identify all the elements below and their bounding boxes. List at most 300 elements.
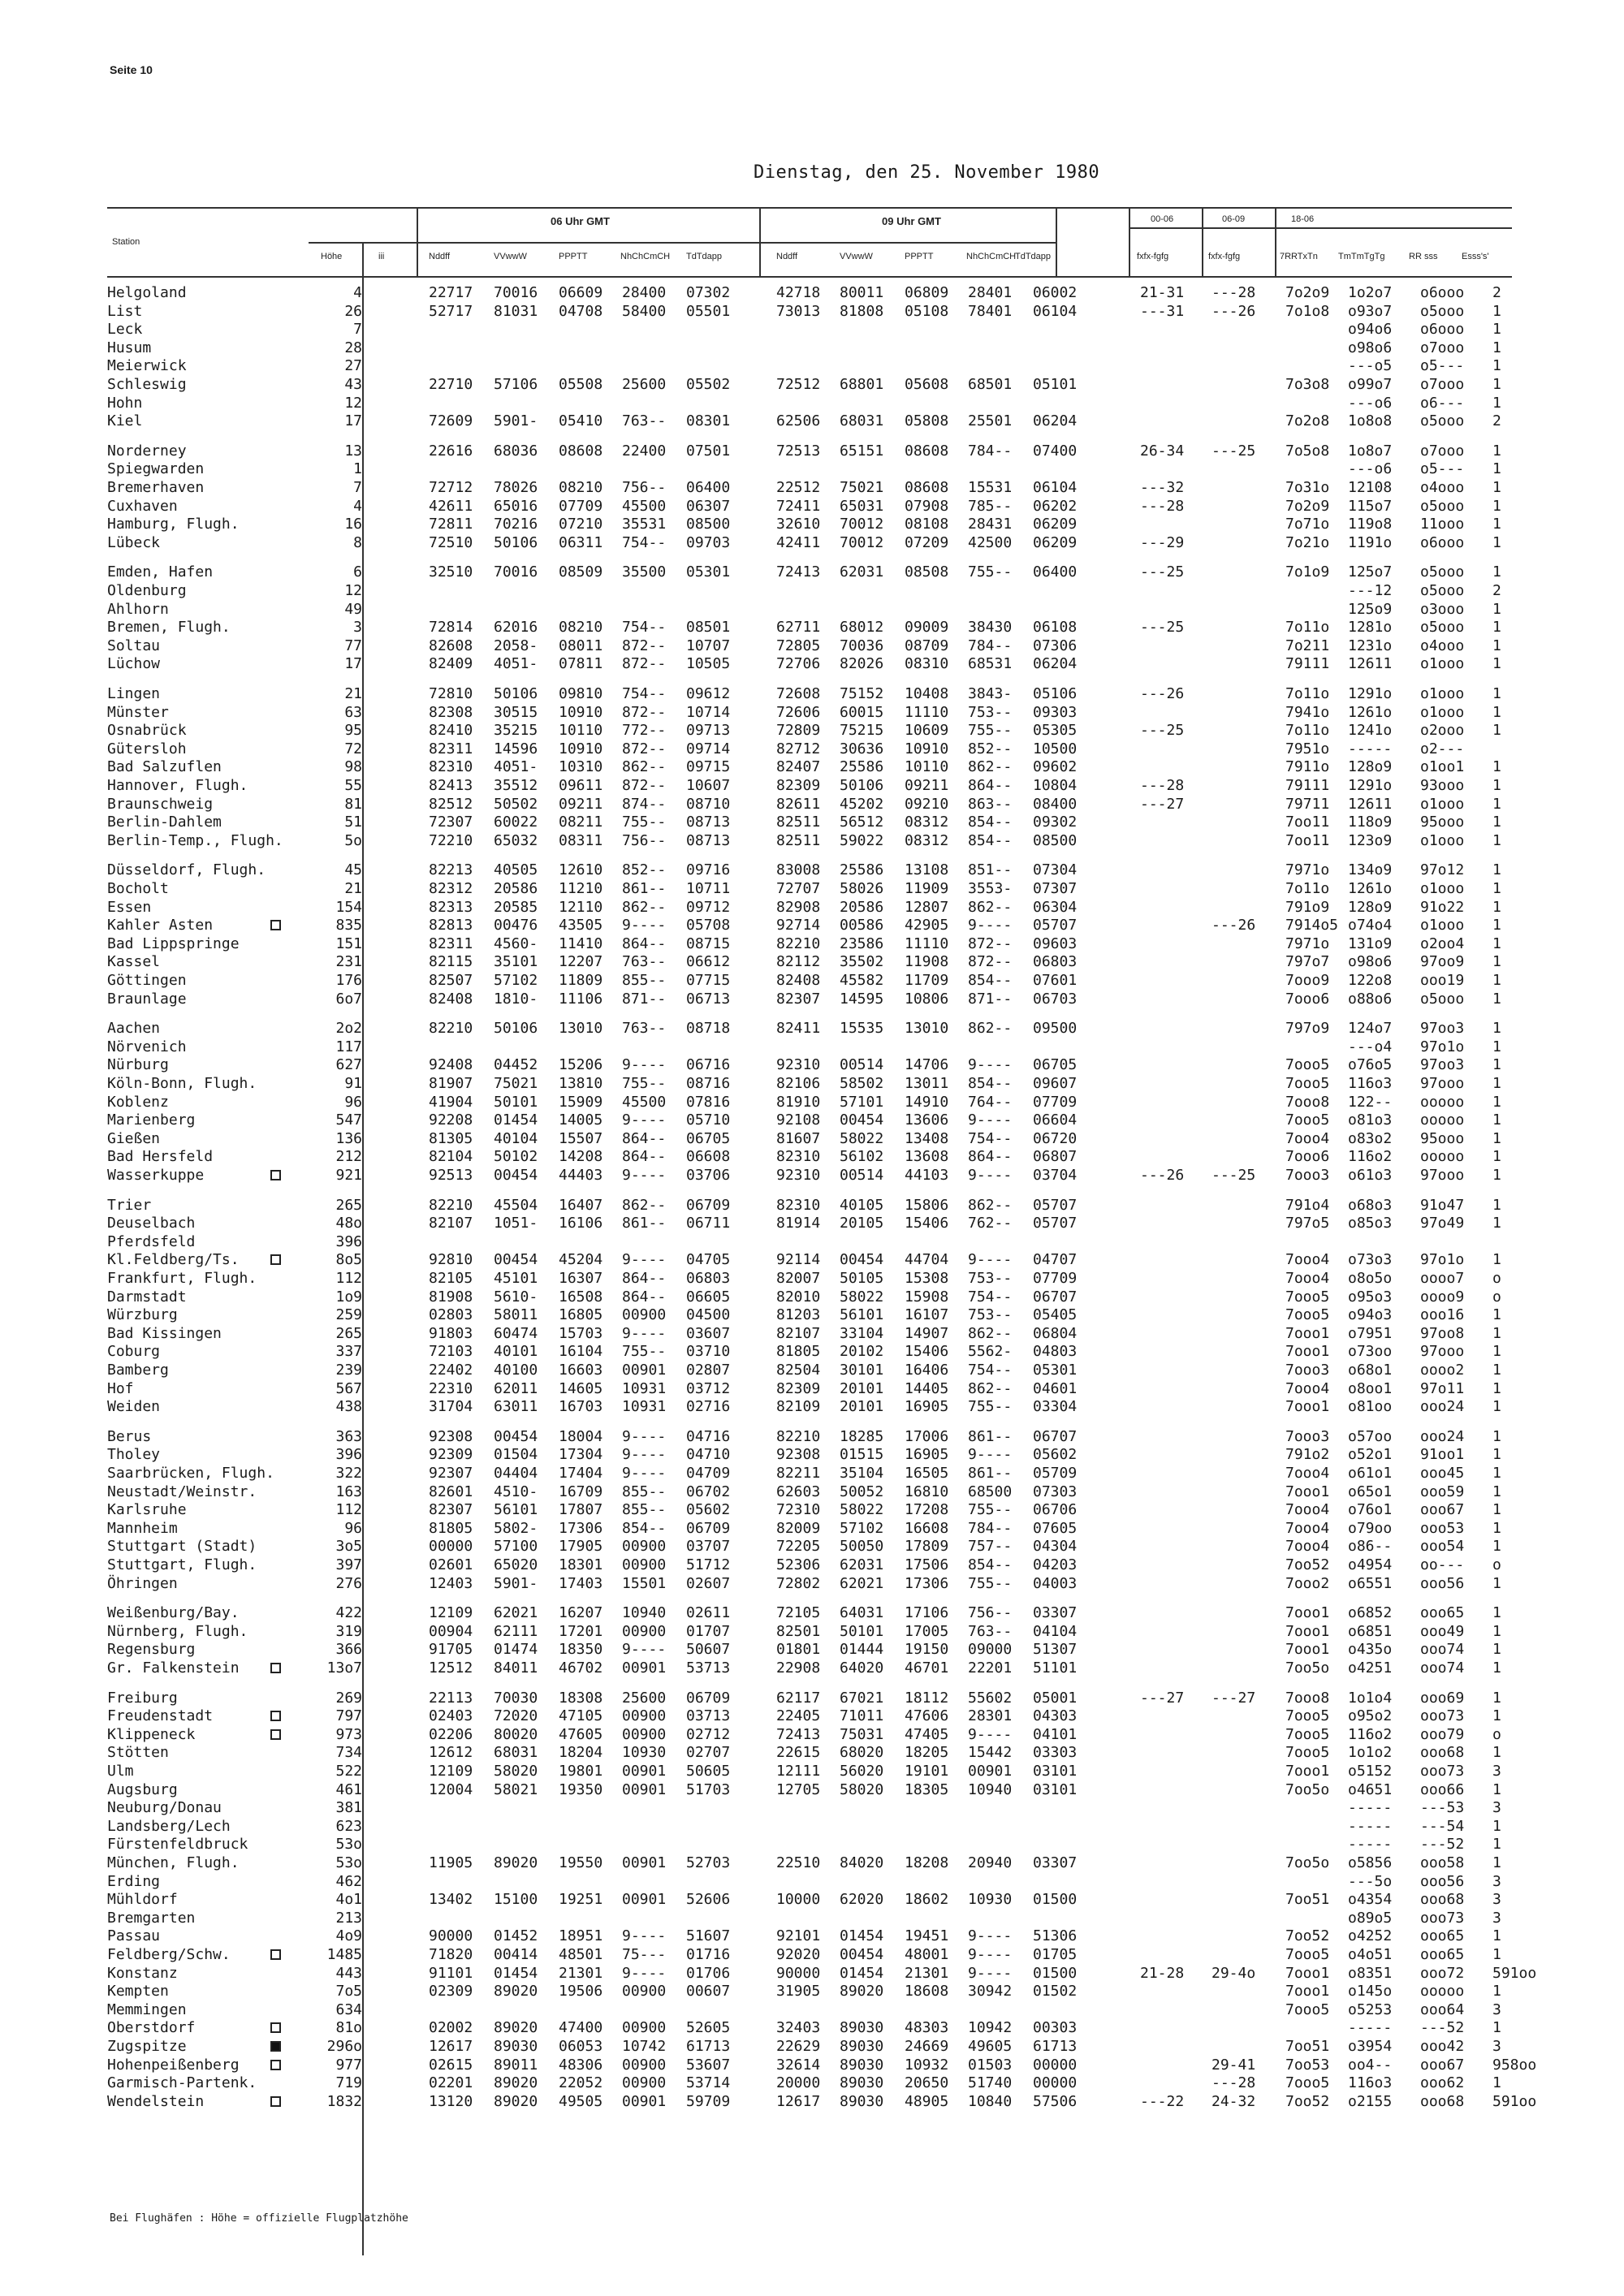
obs-09-value: 862-- (968, 898, 1013, 916)
obs-06-value: 46702 (559, 1659, 603, 1677)
obs-06-value: 92208 (429, 1111, 473, 1129)
obs-09-value: 9---- (968, 1725, 1013, 1743)
summary-value: 1 (1492, 1362, 1501, 1379)
obs-06-value: 92307 (429, 1465, 473, 1482)
header-station: Station (112, 237, 140, 247)
gust-value: ---26 (1140, 1167, 1185, 1184)
summary-value: o435o (1348, 1641, 1393, 1659)
obs-06-value: 14208 (559, 1148, 603, 1166)
obs-06-value: 47605 (559, 1725, 603, 1743)
obs-09-value: 04803 (1033, 1343, 1078, 1361)
obs-09-value: 92308 (776, 1446, 821, 1464)
obs-09-value: 862-- (968, 1196, 1013, 1214)
obs-09-value: 12111 (776, 1763, 821, 1780)
summary-value: oooo7 (1420, 1270, 1465, 1287)
summary-value: ooo68 (1420, 2092, 1465, 2110)
header-col: RR sss (1409, 252, 1438, 261)
obs-09-value: 07605 (1033, 1519, 1078, 1537)
obs-09-value: 60015 (840, 703, 884, 721)
summary-value: 7o2o8 (1285, 412, 1330, 430)
obs-09-value: 56102 (840, 1148, 884, 1166)
station-height: 3o5 (335, 1538, 362, 1556)
table-row (0, 704, 1624, 722)
obs-09-value: 16608 (905, 1519, 949, 1537)
obs-09-value: 10806 (905, 990, 949, 1008)
table-row (0, 2074, 1624, 2092)
summary-value: 1 (1492, 917, 1501, 934)
obs-09-value: 755-- (968, 722, 1013, 740)
header-00-06: 00-06 (1151, 214, 1174, 224)
obs-09-value: 50050 (840, 1538, 884, 1556)
station-height: 176 (335, 972, 362, 989)
header-col: PPPTT (905, 252, 934, 261)
obs-09-value: 08108 (905, 516, 949, 533)
table-row (0, 1483, 1624, 1501)
station-height: 438 (335, 1398, 362, 1416)
table-row (0, 1288, 1624, 1306)
obs-06-value: 755-- (622, 1343, 667, 1361)
obs-09-value: 89030 (840, 2056, 884, 2074)
obs-06-value: 81031 (494, 302, 538, 320)
summary-value: 1 (1492, 703, 1501, 721)
table-row (0, 1111, 1624, 1129)
square-icon (270, 1949, 281, 1960)
obs-09-value: 851-- (968, 861, 1013, 879)
obs-09-value: 48001 (905, 1946, 949, 1963)
obs-09-value: 42411 (776, 533, 821, 551)
obs-06-value: 06612 (686, 953, 731, 971)
station-name: Saarbrücken, Flugh. (107, 1465, 274, 1482)
obs-06-value: 11210 (559, 880, 603, 897)
obs-09-value: 11110 (905, 703, 949, 721)
summary-value: 115o7 (1348, 497, 1393, 515)
obs-09-value: 64020 (840, 1659, 884, 1677)
summary-value: 1 (1492, 1836, 1501, 1854)
obs-06-value: 00900 (622, 2056, 667, 2074)
summary-value: 1 (1492, 953, 1501, 971)
obs-06-value: 00901 (622, 1362, 667, 1379)
obs-06-value: 864-- (622, 1129, 667, 1147)
obs-06-value: 82313 (429, 898, 473, 916)
summary-value: 1 (1492, 1641, 1501, 1659)
obs-06-value: 92308 (429, 1427, 473, 1445)
obs-09-value: 50105 (840, 1270, 884, 1287)
obs-06-value: 02206 (429, 1725, 473, 1743)
header-col: PPPTT (559, 252, 588, 261)
summary-value: 7ooo9 (1285, 972, 1330, 989)
obs-09-value: 46701 (905, 1659, 949, 1677)
obs-06-value: 05410 (559, 412, 603, 430)
summary-value: 3 (1492, 1763, 1501, 1780)
summary-value: ---o4 (1348, 1038, 1393, 1055)
table-row (0, 1818, 1624, 1836)
summary-value: 1291o (1348, 777, 1393, 794)
obs-09-value: 854-- (968, 1556, 1013, 1573)
station-name: Berlin-Dahlem (107, 814, 222, 831)
obs-09-value: 81808 (840, 302, 884, 320)
gust-value: ---25 (1212, 1167, 1256, 1184)
obs-09-value: 68012 (840, 619, 884, 637)
summary-value: oo4-- (1348, 2056, 1393, 2074)
station-height: 112 (335, 1501, 362, 1519)
obs-09-value: 17006 (905, 1427, 949, 1445)
obs-06-value: 872-- (622, 655, 667, 673)
table-row (0, 1891, 1624, 1909)
header-col: Esss's' (1462, 252, 1489, 261)
station-height: 1 (353, 460, 362, 478)
summary-value: 1 (1492, 1379, 1501, 1397)
station-height: 95 (344, 722, 362, 740)
station-name: Lübeck (107, 533, 161, 551)
obs-06-value: 82311 (429, 934, 473, 952)
obs-06-value: 10310 (559, 758, 603, 776)
summary-value: o5ooo (1420, 990, 1465, 1008)
obs-09-value: 49605 (968, 2038, 1013, 2055)
obs-06-value: 72020 (494, 1707, 538, 1725)
table-row (0, 1983, 1624, 2000)
station-name: Osnabrück (107, 722, 187, 740)
obs-06-value: 02807 (686, 1362, 731, 1379)
summary-value: ooo67 (1420, 1501, 1465, 1519)
obs-06-value: 04710 (686, 1446, 731, 1464)
summary-value: 79111 (1285, 655, 1330, 673)
summary-value: 7ooo1 (1285, 1983, 1330, 2000)
obs-09-value: 82611 (776, 795, 821, 813)
station-name: Gütersloh (107, 740, 187, 757)
obs-06-value: 5610- (494, 1288, 538, 1306)
rule-06-right (759, 207, 761, 277)
obs-06-value: 45500 (622, 1093, 667, 1111)
obs-09-value: 24669 (905, 2038, 949, 2055)
header-col: TdTdapp (1015, 252, 1052, 261)
obs-06-value: 09611 (559, 777, 603, 794)
obs-09-value: 12807 (905, 898, 949, 916)
rule-x-mid (1202, 207, 1203, 277)
rule-09-right (1056, 207, 1057, 277)
table-row (0, 1781, 1624, 1799)
obs-09-value: 70012 (840, 533, 884, 551)
obs-09-value: 18112 (905, 1689, 949, 1707)
header-06-09: 06-09 (1222, 214, 1246, 224)
obs-06-value: 05301 (686, 563, 731, 581)
station-name: Nörvenich (107, 1038, 187, 1055)
summary-value: o6ooo (1420, 284, 1465, 301)
obs-06-value: 08011 (559, 637, 603, 654)
obs-06-value: 22310 (429, 1379, 473, 1397)
summary-value: 1 (1492, 376, 1501, 393)
obs-06-value: 06709 (686, 1196, 731, 1214)
obs-06-value: 19550 (559, 1854, 603, 1871)
table-row (0, 303, 1624, 321)
obs-09-value: 62603 (776, 1482, 821, 1500)
obs-06-value: 862-- (622, 758, 667, 776)
obs-06-value: 9---- (622, 1427, 667, 1445)
summary-value: o7951 (1348, 1324, 1393, 1342)
summary-value: 1o2o7 (1348, 284, 1393, 301)
obs-06-value: 22402 (429, 1362, 473, 1379)
obs-06-value: 53713 (686, 1659, 731, 1677)
obs-09-value: 01454 (840, 1964, 884, 1982)
table-row (0, 1604, 1624, 1622)
obs-06-value: 02611 (686, 1604, 731, 1622)
obs-06-value: 01707 (686, 1622, 731, 1640)
obs-09-value: 09603 (1033, 934, 1078, 952)
obs-09-value: 59022 (840, 831, 884, 849)
summary-value: ----- (1348, 2019, 1393, 2037)
obs-06-value: 72103 (429, 1343, 473, 1361)
summary-value: 7ooo5 (1285, 1288, 1330, 1306)
summary-value: 91o47 (1420, 1196, 1465, 1214)
obs-06-value: 82410 (429, 722, 473, 740)
obs-09-value: 82010 (776, 1288, 821, 1306)
obs-09-value: 82408 (776, 972, 821, 989)
station-name: Pferdsfeld (107, 1232, 196, 1250)
obs-09-value: 58022 (840, 1501, 884, 1519)
obs-09-value: 30636 (840, 740, 884, 757)
summary-value: 7ooo4 (1285, 1501, 1330, 1519)
obs-06-value: 02403 (429, 1707, 473, 1725)
summary-value: ooo56 (1420, 1872, 1465, 1890)
gust-value: ---27 (1212, 1689, 1256, 1707)
table-row (0, 339, 1624, 357)
table-row (0, 1690, 1624, 1707)
obs-09-value: 82112 (776, 953, 821, 971)
obs-06-value: 52703 (686, 1854, 731, 1871)
station-name: Soltau (107, 637, 161, 654)
obs-06-value: 82312 (429, 880, 473, 897)
summary-value: o2155 (1348, 2092, 1393, 2110)
summary-value: 797o5 (1285, 1215, 1330, 1232)
summary-value: 1 (1492, 1927, 1501, 1945)
summary-value: o68o3 (1348, 1196, 1393, 1214)
summary-value: 1 (1492, 1604, 1501, 1622)
obs-09-value: 00514 (840, 1167, 884, 1184)
summary-value: o1ooo (1420, 685, 1465, 702)
obs-06-value: 08210 (559, 619, 603, 637)
obs-09-value: 07601 (1033, 972, 1078, 989)
summary-value: 1191o (1348, 533, 1393, 551)
summary-value: ---53 (1420, 1799, 1465, 1817)
summary-value: o5152 (1348, 1763, 1393, 1780)
summary-value: 1 (1492, 1446, 1501, 1464)
obs-09-value: 14706 (905, 1056, 949, 1074)
obs-06-value: 62111 (494, 1622, 538, 1640)
obs-06-value: 45101 (494, 1270, 538, 1287)
obs-09-value: 06707 (1033, 1427, 1078, 1445)
rule-y-left (1275, 207, 1276, 277)
obs-06-value: 10930 (622, 1744, 667, 1762)
summary-value: ooo74 (1420, 1641, 1465, 1659)
obs-09-value: 871-- (968, 990, 1013, 1008)
table-row (0, 1343, 1624, 1361)
obs-06-value: 17905 (559, 1538, 603, 1556)
obs-09-value: 863-- (968, 795, 1013, 813)
obs-06-value: 22717 (429, 284, 473, 301)
station-name: Düsseldorf, Flugh. (107, 861, 266, 879)
summary-value: 1281o (1348, 619, 1393, 637)
obs-09-value: 04707 (1033, 1251, 1078, 1269)
obs-09-value: 82009 (776, 1519, 821, 1537)
summary-value: 7o211 (1285, 637, 1330, 654)
obs-06-value: 80020 (494, 1725, 538, 1743)
obs-09-value: 16905 (905, 1446, 949, 1464)
footnote: Bei Flughäfen : Höhe = offizielle Flugplatzhöhe (110, 2212, 408, 2225)
obs-06-value: 40104 (494, 1129, 538, 1147)
obs-06-value: 82813 (429, 917, 473, 934)
gust-value: ---25 (1212, 442, 1256, 460)
obs-06-value: 48306 (559, 2056, 603, 2074)
obs-06-value: 05710 (686, 1111, 731, 1129)
obs-09-value: 14595 (840, 990, 884, 1008)
obs-06-value: 09612 (686, 685, 731, 702)
summary-value: 3 (1492, 2000, 1501, 2018)
summary-value: o5--- (1420, 357, 1465, 375)
obs-09-value: 862-- (968, 1020, 1013, 1038)
summary-value: 1291o (1348, 685, 1393, 702)
station-height: 51 (344, 814, 362, 831)
obs-09-value: 40105 (840, 1196, 884, 1214)
table-row (0, 412, 1624, 430)
summary-value: 1 (1492, 1306, 1501, 1324)
obs-09-value: 854-- (968, 1075, 1013, 1092)
summary-value: 97oo3 (1420, 1020, 1465, 1038)
summary-value: 7oo51 (1285, 1891, 1330, 1909)
summary-value: o7ooo (1420, 442, 1465, 460)
obs-06-value: 10910 (559, 740, 603, 757)
summary-value: o3954 (1348, 2038, 1393, 2055)
obs-06-value: 9---- (622, 1111, 667, 1129)
station-height: 72 (344, 740, 362, 757)
obs-09-value: 82211 (776, 1465, 821, 1482)
table-row (0, 1362, 1624, 1379)
obs-09-value: 06706 (1033, 1501, 1078, 1519)
summary-value: o3ooo (1420, 600, 1465, 618)
obs-09-value: 22615 (776, 1744, 821, 1762)
obs-06-value: 82307 (429, 1501, 473, 1519)
obs-06-value: 09713 (686, 722, 731, 740)
obs-06-value: 71820 (429, 1946, 473, 1963)
obs-06-value: 45504 (494, 1196, 538, 1214)
obs-09-value: 10932 (905, 2056, 949, 2074)
obs-09-value: 03101 (1033, 1780, 1078, 1798)
obs-06-value: 864-- (622, 1148, 667, 1166)
obs-06-value: 75021 (494, 1075, 538, 1092)
obs-06-value: 52605 (686, 2019, 731, 2037)
obs-09-value: 82908 (776, 898, 821, 916)
summary-value: 1 (1492, 619, 1501, 637)
obs-06-value: 02309 (429, 1983, 473, 2000)
obs-06-value: 5901- (494, 412, 538, 430)
summary-value: o95o3 (1348, 1288, 1393, 1306)
obs-09-value: 72413 (776, 563, 821, 581)
table-row (0, 1446, 1624, 1464)
summary-value: ooo53 (1420, 1519, 1465, 1537)
obs-09-value: 00454 (840, 1946, 884, 1963)
obs-09-value: 05707 (1033, 917, 1078, 934)
obs-09-value: 06705 (1033, 1056, 1078, 1074)
obs-06-value: 1051- (494, 1215, 538, 1232)
obs-06-value: 16603 (559, 1362, 603, 1379)
station-name: Leck (107, 321, 143, 339)
obs-06-value: 20586 (494, 880, 538, 897)
obs-06-value: 10110 (559, 722, 603, 740)
station-height: 53o (335, 1854, 362, 1871)
obs-09-value: 22908 (776, 1659, 821, 1677)
station-name: Karlsruhe (107, 1501, 187, 1519)
table-row (0, 1233, 1624, 1251)
obs-09-value: 854-- (968, 814, 1013, 831)
obs-09-value: 9---- (968, 1946, 1013, 1963)
obs-06-value: 10931 (622, 1398, 667, 1416)
table-row (0, 1556, 1624, 1574)
obs-06-value: 51703 (686, 1780, 731, 1798)
station-height: 17 (344, 655, 362, 673)
obs-09-value: 20000 (776, 2074, 821, 2092)
summary-value: 7ooo1 (1285, 1641, 1330, 1659)
summary-value: 1 (1492, 1148, 1501, 1166)
summary-value: 1 (1492, 533, 1501, 551)
obs-06-value: 872-- (622, 637, 667, 654)
table-row (0, 1763, 1624, 1780)
obs-09-value: 07209 (905, 533, 949, 551)
summary-value: ---5o (1348, 1872, 1393, 1890)
obs-09-value: 81805 (776, 1343, 821, 1361)
obs-09-value: 19451 (905, 1927, 949, 1945)
station-name: Stötten (107, 1744, 169, 1762)
summary-value: 1 (1492, 758, 1501, 776)
obs-06-value: 19506 (559, 1983, 603, 2000)
obs-06-value: 60022 (494, 814, 538, 831)
obs-09-value: 06809 (905, 284, 949, 301)
summary-value: 7o5o8 (1285, 442, 1330, 460)
obs-06-value: 02201 (429, 2074, 473, 2092)
station-name: Kiel (107, 412, 143, 430)
summary-value: 134o9 (1348, 861, 1393, 879)
summary-value: 1 (1492, 1056, 1501, 1074)
obs-06-value: 00900 (622, 1622, 667, 1640)
obs-09-value: 06209 (1033, 516, 1078, 533)
obs-09-value: 06803 (1033, 953, 1078, 971)
obs-06-value: 22616 (429, 442, 473, 460)
station-height: 213 (335, 1909, 362, 1927)
station-name: Berus (107, 1427, 152, 1445)
table-row (0, 395, 1624, 412)
obs-09-value: 08400 (1033, 795, 1078, 813)
obs-09-value: 17005 (905, 1622, 949, 1640)
obs-06-value: 44403 (559, 1167, 603, 1184)
obs-09-value: 01503 (968, 2056, 1013, 2074)
obs-06-value: 772-- (622, 722, 667, 740)
obs-06-value: 00900 (622, 1983, 667, 2000)
gust-value: ---25 (1140, 722, 1185, 740)
obs-06-value: 58020 (494, 1763, 538, 1780)
obs-06-value: 14605 (559, 1379, 603, 1397)
obs-06-value: 72810 (429, 685, 473, 702)
obs-06-value: 00901 (622, 1659, 667, 1677)
summary-value: 1o8o8 (1348, 412, 1393, 430)
obs-06-value: 82512 (429, 795, 473, 813)
summary-value: 7ooo1 (1285, 1343, 1330, 1361)
summary-value: 7oo5o (1285, 1659, 1330, 1677)
summary-value: 7951o (1285, 740, 1330, 757)
obs-09-value: 82026 (840, 655, 884, 673)
obs-09-value: 82106 (776, 1075, 821, 1092)
obs-09-value: 81203 (776, 1306, 821, 1324)
summary-value: ----- (1348, 1817, 1393, 1835)
summary-value: 791o9 (1285, 898, 1330, 916)
summary-value: 591oo (1492, 1964, 1537, 1982)
summary-value: 7ooo1 (1285, 1763, 1330, 1780)
